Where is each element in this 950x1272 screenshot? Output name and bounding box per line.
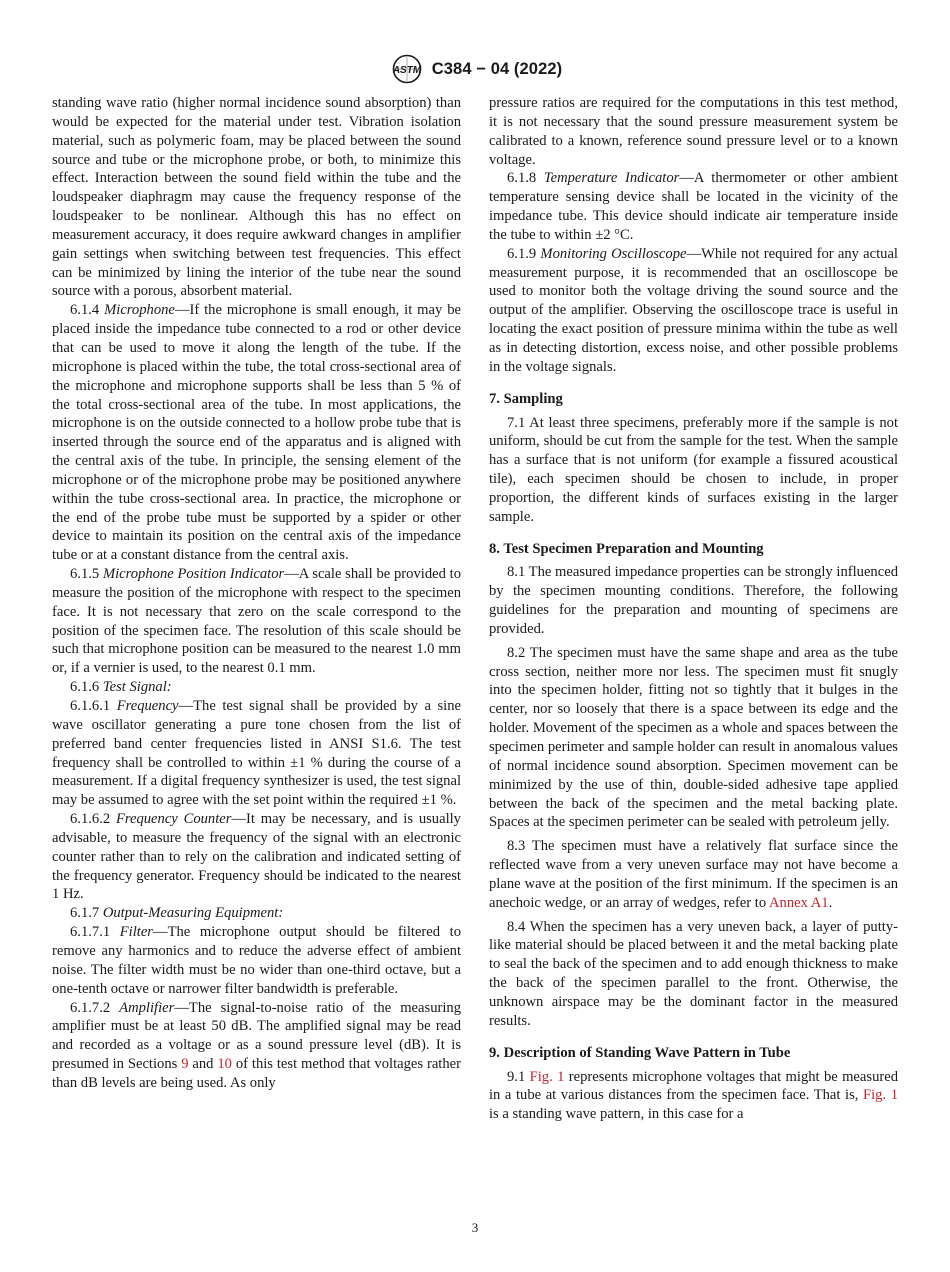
clause-number: 6.1.5 xyxy=(70,566,100,583)
clause-text: —A scale shall be provided to measure the position of the microphone with respect to the specimen face. It is not necessary that zero on the scale correspond to the position of the specimen face. The resolution of this scale should be such that microphone position can be measured to the nearest 1.0 mm or, if a vernier is used, to the nearest 0.1 mm. xyxy=(52,566,461,677)
clause-text: represents microphone voltages that might be measured in a tube at various distances from the specimen face. That is, xyxy=(489,1068,898,1104)
clause-text: —The test signal shall be provided by a sine wave oscillator generating a pure tone chosen from the list of preferred band center frequencies listed in ANSI S1.6. The test frequency shall be controlled to within ±1 % during the course of a measurement. If a digital frequency synthesizer is used, the test signal may be assumed to agree with the set point within the required ±1 %. xyxy=(52,698,462,809)
paragraph-6-1-7 xyxy=(52,904,461,923)
paragraph-6-1-7-1 xyxy=(52,923,461,998)
clause-title: Microphone xyxy=(104,302,175,319)
clause-number: 6.1.9 xyxy=(507,245,537,262)
paragraph-7-1: 7.1 At least three specimens, preferably more if the sample is not uniform, should be cut from the sample for the test. When the sample has a surface that is not uniform (for example a fissured acoustical tile), each specimen should be chosen to include, in proper proportion, the different kinds of surfaces existing in the larger sample. xyxy=(489,414,898,525)
figure-1-link[interactable]: Fig. 1 xyxy=(863,1087,899,1104)
paragraph-6-1-6 xyxy=(52,678,461,697)
paragraph-continued: pressure ratios are required for the computations in this test method, it is not necessary that the sound pressure measurement system be calibrated to a known, reference sound pressure level or to a known voltage. xyxy=(489,95,898,168)
clause-title: Microphone Position Indicator xyxy=(102,566,285,583)
clause-number: 6.1.6 xyxy=(70,679,100,696)
section-9-link[interactable]: 9 xyxy=(181,1056,189,1073)
clause-title: Filter xyxy=(119,924,153,941)
paragraph-6-1-8 xyxy=(489,169,898,244)
clause-number: 6.1.4 xyxy=(70,302,100,319)
clause-title: Amplifier xyxy=(119,999,175,1016)
document-designation: C384 − 04 (2022) xyxy=(431,59,563,78)
clause-text: —It may be necessary, and is usually advisable, to measure the frequency of the signal with an electronic counter rather than to rely on the calibration and indicated setting of the frequency generator. Frequency should be indicated to the nearest 1 Hz. xyxy=(52,811,461,903)
section-heading-9: 9. Description of Standing Wave Pattern in Tube xyxy=(489,1044,791,1061)
section-heading-8: 8. Test Specimen Preparation and Mounting xyxy=(489,540,764,557)
clause-text: —A thermometer or other ambient temperature sensing device shall be located in the vicinity of the impedance tube. This device should indicate air temperature inside the tube to within ±2 °C. xyxy=(489,170,898,243)
page-header xyxy=(0,54,950,84)
paragraph-6-1-6-1 xyxy=(52,697,461,810)
clause-text: —If the microphone is small enough, it may be placed inside the impedance tube connected to a rod or other device that can be used to move it along the length of the tube. If the microphone is placed within the tube, the total cross-sectional area of the microphone and microphone supports shall be less than 5 % of the total cross-sectional area of the tube. In most applications, the microphone is on the outside connected to a hollow probe tube that is inserted through the source end of the apparatus and is aligned with the central axis of the tube. In principle, the sensing element of the microphone or of the microphone probe may be positioned anywhere within the tube cross-sectional area. In practice, the microphone or the end of the probe tube must be supported by a spider or other device to maintain its position on the central axis of the impedance tube or at a constant distance from the central axis. xyxy=(52,302,461,564)
paragraph-8-3 xyxy=(489,837,898,912)
page-number: 3 xyxy=(471,1220,479,1235)
paragraph-6-1-4 xyxy=(52,301,461,565)
left-column xyxy=(52,94,461,1093)
paragraph-continued: standing wave ratio (higher normal incidence sound absorption) than would be expected for the material under test. Vibration isolation material, such as polymeric foam, may be placed between the sound source and tube or the microphone probe, or both, to minimize this effect. Interaction between the sound field within the tube and the loudspeaker diaphragm may cause the frequency response of the loudspeaker to be nonlinear. Although this has no effect on measurement accuracy, it does require awkward changes in amplifier gain settings when switching between test frequencies. This effect can be minimized by lining the interior of the tube near the sound source with a porous, absorbent material. xyxy=(52,95,461,300)
figure-1-link[interactable]: Fig. 1 xyxy=(529,1068,565,1085)
paragraph-8-2: 8.2 The specimen must have the same shape and area as the tube cross section, neither more nor less. The specimen must fit snugly into the specimen holder, fitting not so tightly that it bulges in the center, nor so loosely that there is a space between its edge and the holder. Movement of the specimen as a whole and spaces between the specimen perimeter and sample holder can result in anomalous values of normal incidence sound absorption. Specimen movement can be minimized by the use of thin, double-sided adhesive tape applied between the back of the specimen and the metal backing plate. Spaces at the specimen perimeter can be sealed with petroleum jelly. xyxy=(489,644,898,831)
astm-logo-icon xyxy=(388,54,426,84)
logo-lettering: ASTM xyxy=(392,65,421,76)
section-heading-7: 7. Sampling xyxy=(489,390,563,407)
clause-number: 6.1.7.1 xyxy=(70,924,111,941)
paragraph-6-1-6-2 xyxy=(52,810,461,904)
clause-text: —The signal-to-noise ratio of the measuring amplifier must be at least 50 dB. The amplified signal may be read and recorded as a voltage or as a sound pressure level (dB). It is presumed in Sections xyxy=(52,999,461,1073)
clause-title: Frequency xyxy=(116,698,179,714)
paragraph-9-1 xyxy=(489,1068,898,1125)
paragraph-8-1: 8.1 The measured impedance properties can be strongly influenced by the specimen mounting conditions. Therefore, the following guidelines for the preparation and mounting of specimens are provided. xyxy=(489,564,898,637)
clause-number: 6.1.6.2 xyxy=(70,811,111,828)
clause-number: 6.1.7.2 xyxy=(70,999,111,1016)
right-column xyxy=(489,94,898,1124)
clause-text: 8.3 The specimen must have a relatively flat surface since the reflected wave from a very uneven surface may not have become a plane wave at the position of the first minimum. If the specimen is an anechoic wedge, or an array of wedges, refer to xyxy=(489,838,898,911)
clause-number: 6.1.7 xyxy=(70,905,100,922)
paragraph-6-1-5 xyxy=(52,565,461,678)
clause-text: —The microphone output should be filtered to remove any harmonics and to reduce the adverse effect of ambient noise. The filter width must be no wider than one-third octave, but a one-tenth octave or narrower filter bandwidth is preferable. xyxy=(52,924,461,997)
clause-title: Monitoring Oscilloscope xyxy=(540,245,687,262)
paragraph-8-4: 8.4 When the specimen has a very uneven back, a layer of putty-like material should be placed between it and the metal backing plate to seal the back of the specimen and to add enough thickness to make the back of the specimen parallel to the front. Otherwise, the unknown airspace may be the dominant factor in the measured results. xyxy=(489,918,898,1029)
section-10-link[interactable]: 10 xyxy=(217,1056,232,1073)
clause-end: . xyxy=(828,894,833,911)
clause-text: is a standing wave pattern, in this case for a xyxy=(489,1106,744,1123)
clause-number: 6.1.6.1 xyxy=(70,698,111,714)
clause-number: 6.1.8 xyxy=(507,170,537,187)
annex-a1-link[interactable]: Annex A1 xyxy=(768,894,829,911)
clause-text: —While not required for any actual measurement purpose, it is recommended that an oscilloscope be used to monitor both the voltage driving the sound source and the output of the amplifier. Observing the oscilloscope trace is useful in locating the exact position of pressure minima within the tube as well as in detecting distortion, excess noise, and other possible problems in the voltage signals. xyxy=(489,245,898,375)
clause-title: Frequency Counter xyxy=(115,811,232,828)
clause-title: Test Signal: xyxy=(102,679,172,696)
clause-number: 9.1 xyxy=(507,1068,526,1085)
clause-title: Output-Measuring Equipment: xyxy=(102,905,284,922)
paragraph-6-1-9 xyxy=(489,245,898,377)
clause-title: Temperature Indicator xyxy=(543,170,680,187)
connector-text: and xyxy=(192,1056,214,1073)
clause-text: of this test method that voltages rather than dB levels are being used. As only xyxy=(52,1056,461,1091)
paragraph-6-1-7-2 xyxy=(52,999,461,1093)
